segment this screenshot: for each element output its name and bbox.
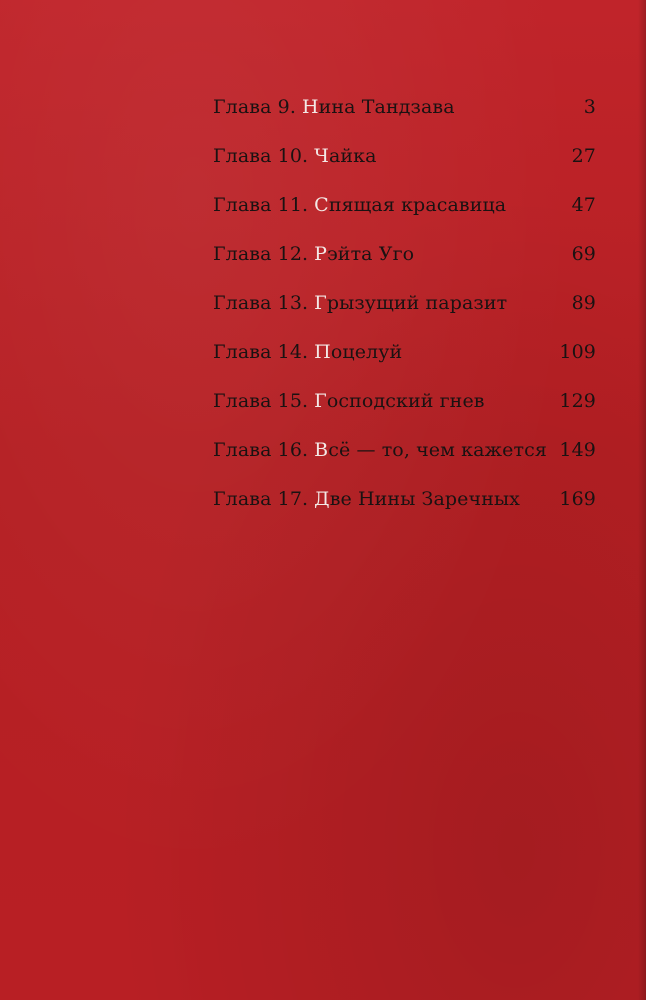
page-number: 69 — [571, 242, 596, 265]
chapter-title-rest: айка — [328, 144, 377, 167]
chapter-title — [314, 194, 506, 216]
toc-entry — [213, 82, 596, 131]
chapter-initial: В — [314, 438, 329, 461]
toc-entry — [213, 180, 596, 229]
chapter-label: Глава 16. — [213, 438, 309, 461]
toc-entry — [213, 278, 596, 327]
toc-entry — [213, 327, 596, 376]
chapter-initial: Г — [314, 291, 327, 314]
chapter-title-rest: осподский гнев — [326, 389, 485, 412]
chapter-title — [314, 439, 547, 461]
chapter-initial: Г — [314, 389, 327, 412]
chapter-label: Глава 17. — [213, 487, 309, 510]
page-number: 109 — [559, 340, 596, 363]
chapter-title — [314, 488, 520, 510]
table-of-contents — [213, 82, 596, 523]
chapter-label: Глава 9. — [213, 95, 296, 118]
page-edge-shadow — [638, 0, 646, 1000]
chapter-label: Глава 13. — [213, 291, 309, 314]
chapter-title — [314, 145, 376, 167]
page-number: 169 — [559, 487, 596, 510]
chapter-initial: С — [314, 193, 329, 216]
chapter-title-rest: пящая красавица — [328, 193, 507, 216]
toc-entry — [213, 474, 596, 523]
toc-entry — [213, 425, 596, 474]
chapter-label: Глава 10. — [213, 144, 309, 167]
page-number: 47 — [571, 193, 596, 216]
page-number: 89 — [571, 291, 596, 314]
chapter-title-rest: ина Тандзава — [318, 95, 455, 118]
chapter-title-rest: ве Нины Заречных — [329, 487, 520, 510]
chapter-initial: Ч — [314, 144, 329, 167]
page-number: 27 — [571, 144, 596, 167]
toc-entry — [213, 376, 596, 425]
chapter-initial: Д — [314, 487, 330, 510]
page-number: 3 — [583, 95, 596, 118]
chapter-title-rest: рызущий паразит — [326, 291, 508, 314]
toc-entry — [213, 229, 596, 278]
chapter-title — [314, 341, 402, 363]
chapter-title — [314, 243, 414, 265]
page-number: 129 — [559, 389, 596, 412]
chapter-label: Глава 15. — [213, 389, 309, 412]
chapter-title — [314, 292, 507, 314]
chapter-label: Глава 12. — [213, 242, 309, 265]
chapter-title-rest: оцелуй — [330, 340, 403, 363]
chapter-title-rest: эйта Уго — [327, 242, 415, 265]
chapter-label: Глава 11. — [213, 193, 309, 216]
chapter-initial: Р — [314, 242, 328, 265]
toc-entry — [213, 131, 596, 180]
chapter-initial: Н — [301, 95, 319, 118]
chapter-label: Глава 14. — [213, 340, 309, 363]
page-number: 149 — [559, 438, 596, 461]
chapter-title — [302, 96, 455, 118]
chapter-title — [314, 390, 484, 412]
chapter-initial: П — [314, 340, 331, 363]
chapter-title-rest: сё — то, чем кажется — [328, 438, 547, 461]
